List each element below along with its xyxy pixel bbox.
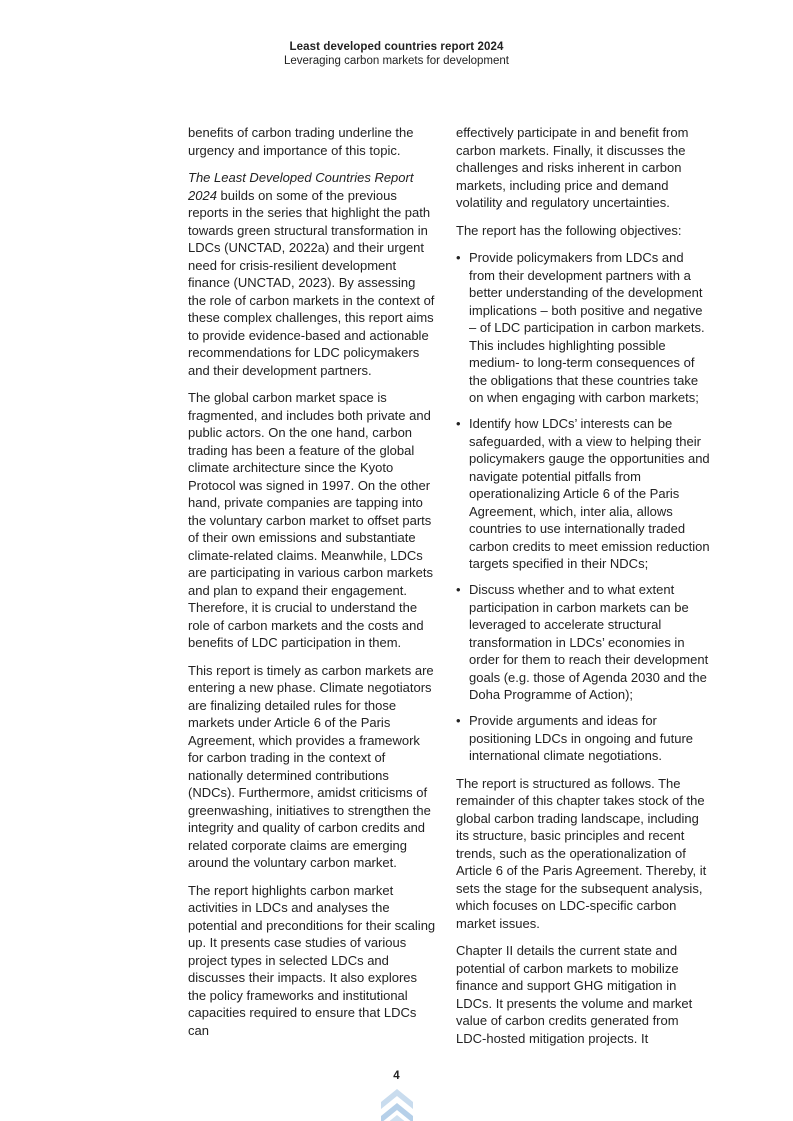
report-title: Least developed countries report 2024 <box>289 41 504 53</box>
list-item-text: Discuss whether and to what extent participation in carbon markets can be leveraged to accelerate structural transformation in LDCs’ economies in order for them to reach their development goals (e.g. those of Agenda 2030 and the Doha Programme of Action); <box>469 582 709 702</box>
list-item <box>456 249 712 407</box>
bullet-icon: • <box>456 713 461 728</box>
paragraph: The global carbon market space is fragmented, and includes both private and public actors. On the one hand, carbon trading has been a feature of the global climate architecture since the Kyoto Protocol was signed in 1997. On the other hand, private companies are tapping into the voluntary carbon market to offset parts of their own emissions and substantiate climate-related claims. Meanwhile, LDCs are participating in various carbon markets and plan to expand their engagement. Therefore, it is crucial to understand the role of carbon markets and the costs and benefits of LDC participation in them. <box>188 390 433 650</box>
list-item <box>456 415 712 573</box>
paragraph: Chapter II details the current state and potential of carbon markets to mobilize finance and support GHG mitigation in LDCs. It presents the volume and market value of carbon credits generated from LDC-hosted mitigation projects. It <box>456 943 693 1046</box>
list-item <box>456 581 712 704</box>
right-column <box>456 124 712 1047</box>
list-item-text: Provide policymakers from LDCs and from their development partners with a better understanding of the development implications – both positive and negative – of LDC participation in carbon markets. This includes highlighting possible medium- to long-term consequences of the obligations that these countries take on when engaging with carbon markets; <box>469 250 705 405</box>
list-item-text: Provide arguments and ideas for positioning LDCs in ongoing and future international climate negotiations. <box>469 713 694 763</box>
bullet-icon: • <box>456 250 461 265</box>
running-header <box>0 41 793 68</box>
paragraph: The report highlights carbon market activities in LDCs and analyses the potential and preconditions for their scaling up. It presents case studies of various project types in selected LDCs and discusses their impacts. It also explores the policy frameworks and institutional capacities required to ensure that LDCs can <box>188 882 436 1038</box>
objectives-intro: The report has the following objectives: <box>456 222 682 238</box>
up-chevrons-logo-icon <box>381 1089 413 1121</box>
bullet-icon: • <box>456 416 461 431</box>
body-columns <box>188 124 712 1047</box>
paragraph: The report is structured as follows. The remainder of this chapter takes stock of the global carbon trading landscape, including its structure, basic principles and recent trends, such as the operationalization of Article 6 of the Paris Agreement. Thereby, it sets the stage for the subsequent analysis, which focuses on LDC-specific carbon market issues. <box>456 775 707 931</box>
paragraph: effectively participate in and benefit from carbon markets. Finally, it discusses the challenges and risks inherent in carbon markets, including price and demand volatility and regulatory uncertainties. <box>456 125 689 210</box>
report-name-italic: The Least Developed Countries Report 2024 <box>188 170 414 203</box>
objectives-list <box>456 249 712 765</box>
list-item-text: Identify how LDCs’ interests can be safeguarded, with a view to helping their policymakers gauge the opportunities and navigate potential pitfalls from operationalizing Article 6 of the Paris Agreement, which, inter alia, allows countries to use internationally traded carbon credits to meet emission reduction targets specified in their NDCs; <box>469 416 710 571</box>
up-chevrons-logo-svg <box>381 1089 413 1121</box>
paragraph: This report is timely as carbon markets are entering a new phase. Climate negotiators are finalizing detailed rules for those markets under Article 6 of the Paris Agreement, which provides a framework for carbon trading in the context of nationally determined contributions (NDCs). Furthermore, amidst criticisms of greenwashing, initiatives to strengthen the integrity and quality of carbon credits and related corporate claims are emerging around the voluntary carbon market. <box>188 662 434 870</box>
list-item <box>456 712 712 765</box>
paragraph: benefits of carbon trading underline the urgency and importance of this topic. <box>188 125 414 158</box>
paragraph-text: builds on some of the previous reports in the series that highlight the path towards green structural transformation in LDCs (UNCTAD, 2022a) and their urgent need for crisis-resilient development finance (UNCTAD, 2023). By assessing the role of carbon markets in the context of these complex challenges, this report aims to provide evidence-based and actionable recommendations for LDC policymakers and their development partners. <box>188 187 435 378</box>
page-number: 4 <box>393 1070 400 1082</box>
paragraph <box>188 169 437 379</box>
report-subtitle: Leveraging carbon markets for development <box>283 54 509 67</box>
left-column <box>188 124 437 1047</box>
bullet-icon: • <box>456 582 461 597</box>
